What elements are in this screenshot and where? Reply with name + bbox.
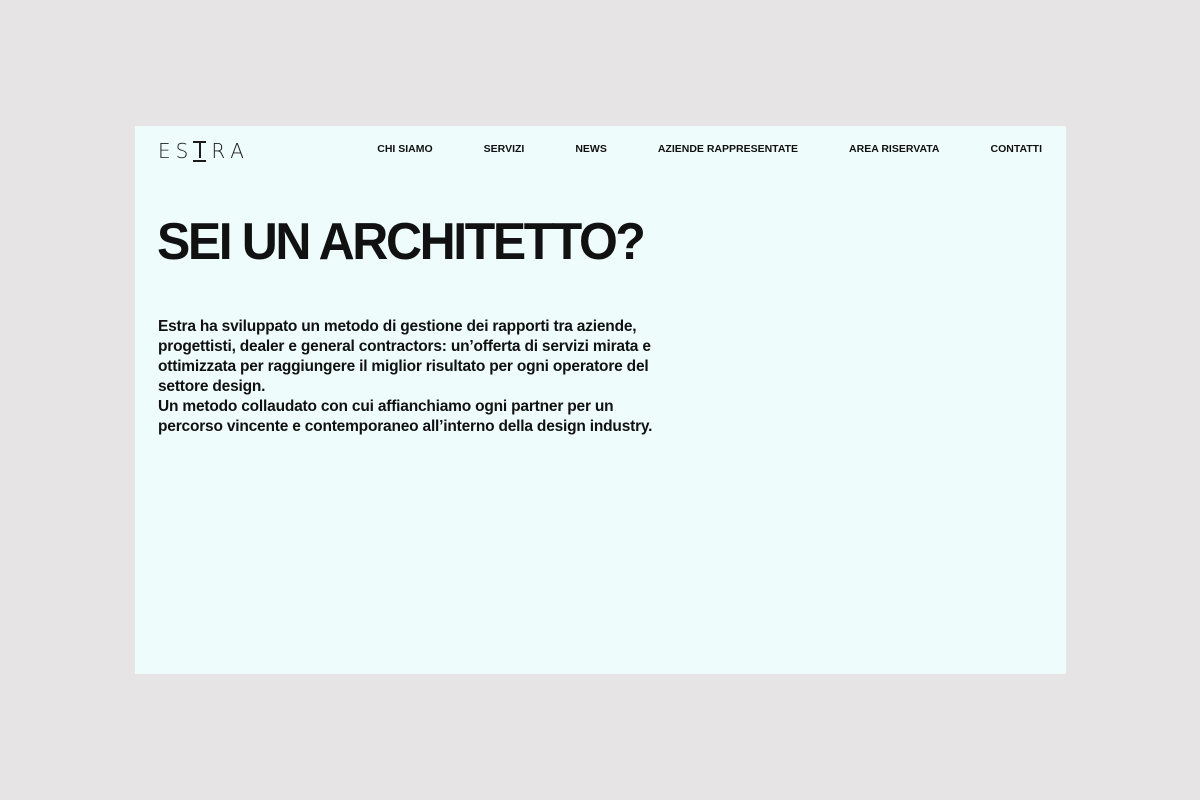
logo-letter-a: A bbox=[230, 139, 249, 163]
hero-paragraph-1: Estra ha sviluppato un metodo di gestione dei rapporti tra aziende, progettisti, dealer e general contractors: un’offerta di servizi mirata e ottimizzata per raggiungere il miglior risultato per ogni operatore del settore design. bbox=[158, 318, 651, 395]
nav-item-aziende-rappresentate[interactable]: AZIENDE RAPPRESENTATE bbox=[657, 143, 799, 155]
estra-logo[interactable] bbox=[158, 138, 249, 164]
nav-item-servizi[interactable]: SERVIZI bbox=[483, 143, 525, 155]
nav-item-chi-siamo[interactable]: CHI SIAMO bbox=[377, 143, 433, 155]
website-frame bbox=[135, 126, 1066, 674]
logo-letter-r: R bbox=[211, 139, 231, 163]
hero-description bbox=[158, 317, 678, 437]
nav-item-area-riservata[interactable]: AREA RISERVATA bbox=[849, 143, 940, 155]
hero-paragraph-2: Un metodo collaudato con cui affianchiamo ogni partner per un percorso vincente e contemporaneo all’interno della design industry. bbox=[158, 398, 653, 435]
main-nav bbox=[377, 143, 1042, 155]
logo-letter-t bbox=[193, 138, 206, 164]
nav-item-news[interactable]: NEWS bbox=[575, 143, 607, 155]
logo-letter-s: S bbox=[175, 139, 194, 163]
logo-letter-e: E bbox=[158, 139, 176, 163]
nav-item-contatti[interactable]: CONTATTI bbox=[990, 143, 1042, 155]
hero-headline: SEI UN ARCHITETTO? bbox=[157, 213, 644, 271]
